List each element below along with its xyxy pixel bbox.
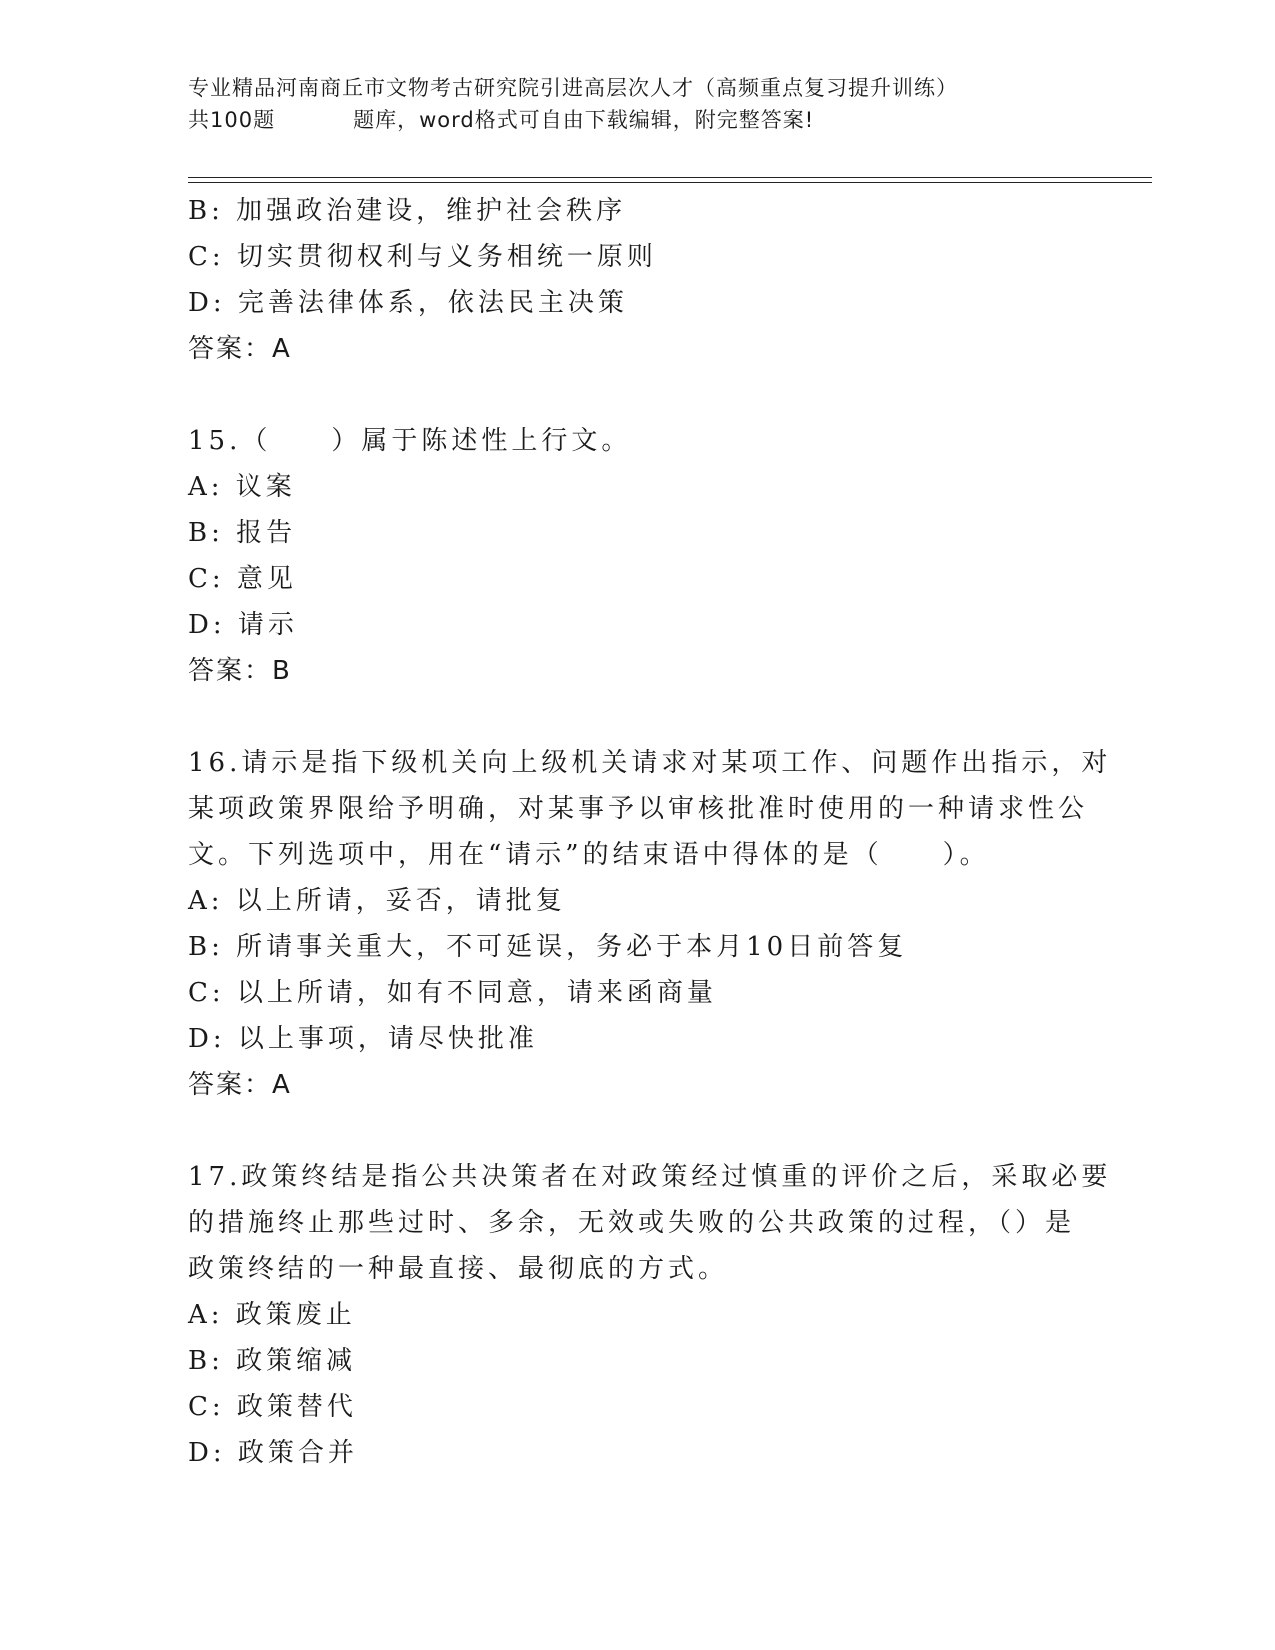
question-block-16 [188,740,1112,1108]
header-subtitle [188,104,1148,136]
header-count: 共100题 [188,108,276,132]
header-divider-bottom [188,182,1152,183]
option-c: C: 政策替代 [188,1392,357,1422]
answer-label: 答案：A [188,334,292,364]
spacer [188,694,1088,740]
option-d: D: 政策合并 [188,1438,358,1468]
question-block-14 [188,188,1088,372]
header-description: 题库，word格式可自由下载编辑，附完整答案! [353,108,815,132]
spacer [188,372,1088,418]
option-a: A: 议案 [188,472,296,502]
header-title: 专业精品河南商丘市文物考古研究院引进高层次人才（高频重点复习提升训练） [188,76,958,100]
question-stem-line-1: 17.政策终结是指公共决策者在对政策经过慎重的评价之后，采取必要 [188,1162,1112,1192]
question-stem-line-2: 的措施终止那些过时、多余，无效或失败的公共政策的过程，（）是 [188,1208,1076,1238]
question-stem: 15.（ ）属于陈述性上行文。 [188,426,632,456]
question-stem-line-1: 16.请示是指下级机关向上级机关请求对某项工作、问题作出指示，对 [188,748,1112,778]
option-b: B: 政策缩减 [188,1346,357,1376]
option-b: B: 所请事关重大，不可延误，务必于本月10日前答复 [188,932,908,962]
spacer [188,1108,1088,1154]
option-a: A: 政策废止 [188,1300,356,1330]
document-header [188,72,1148,136]
option-b: B: 加强政治建设，维护社会秩序 [188,196,627,226]
option-c: C: 意见 [188,564,297,594]
question-block-15 [188,418,1088,694]
question-block-17 [188,1154,1112,1476]
question-stem-line-2: 某项政策界限给予明确，对某事予以审核批准时使用的一种请求性公 [188,794,1089,824]
answer-label: 答案：B [188,656,292,686]
header-divider-top [188,177,1152,178]
option-d: D: 完善法律体系，依法民主决策 [188,288,628,318]
option-c: C: 切实贯彻权利与义务相统一原则 [188,242,657,272]
option-c: C: 以上所请，如有不同意，请来函商量 [188,978,717,1008]
option-a: A: 以上所请，妥否，请批复 [188,886,566,916]
question-stem-line-3: 政策终结的一种最直接、最彻底的方式。 [188,1254,729,1284]
option-d: D: 以上事项，请尽快批准 [188,1024,538,1054]
answer-label: 答案：A [188,1070,292,1100]
option-b: B: 报告 [188,518,297,548]
question-list [188,188,1112,1476]
question-stem-line-3: 文。下列选项中，用在“请示”的结束语中得体的是（ ）。 [188,840,990,870]
option-d: D: 请示 [188,610,298,640]
